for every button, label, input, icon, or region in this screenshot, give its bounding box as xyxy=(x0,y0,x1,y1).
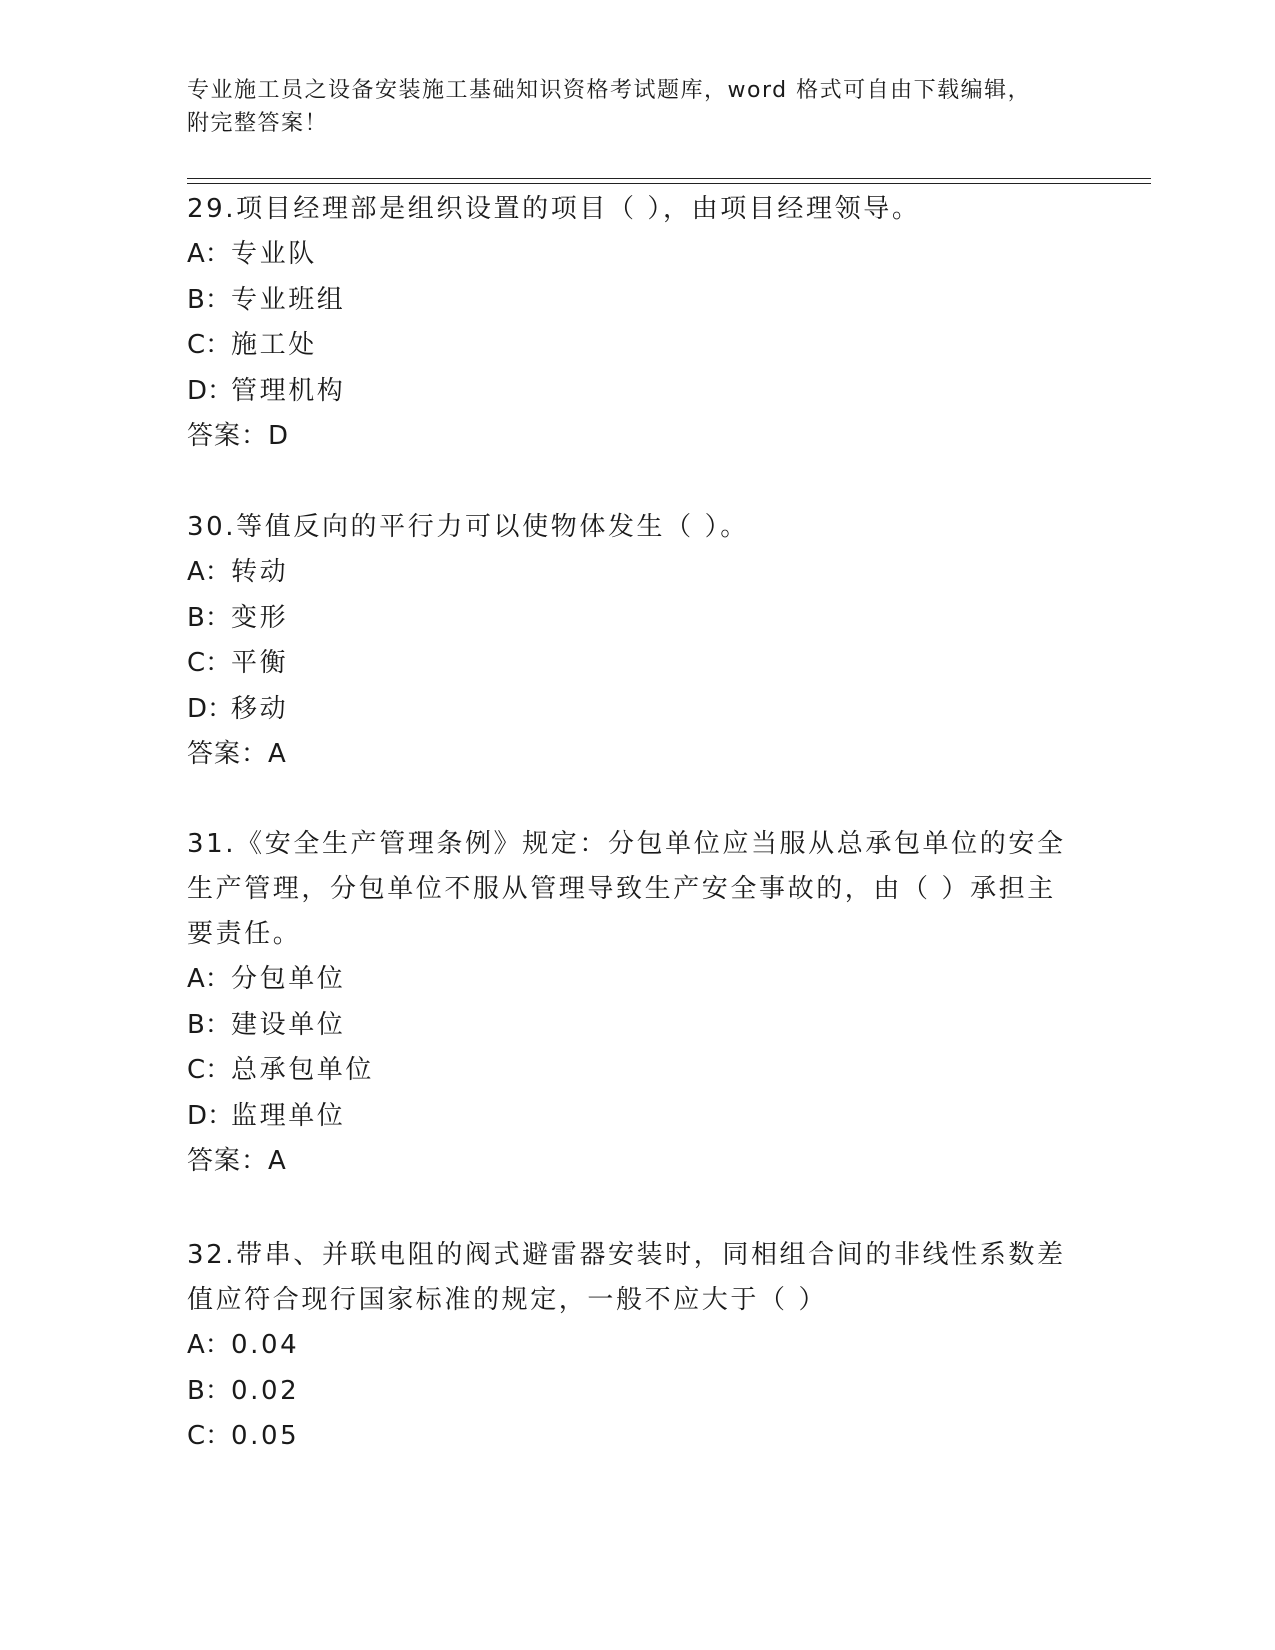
answer-line xyxy=(187,414,1067,459)
option-letter: A： xyxy=(187,964,231,994)
option-letter: B： xyxy=(187,284,231,315)
question-31 xyxy=(187,822,1067,1184)
answer-line xyxy=(187,732,1067,777)
header-line-1: 专业施工员之设备安装施工基础知识资格考试题库，word 格式可自由下载编辑， xyxy=(187,78,1032,103)
option-text: 转动 xyxy=(231,557,289,587)
option-letter: C： xyxy=(187,1055,232,1085)
option-d xyxy=(187,369,1067,415)
option-text: 0.02 xyxy=(231,1375,300,1406)
option-text: 建设单位 xyxy=(231,1009,346,1040)
option-letter: B： xyxy=(187,1375,231,1406)
question-29 xyxy=(187,187,1067,459)
option-letter: C： xyxy=(187,330,232,360)
option-b xyxy=(187,596,1067,642)
option-list xyxy=(187,550,1067,732)
question-stem: 32.带串、并联电阻的阀式避雷器安装时，同相组合间的非线性系数差值应符合现行国家标准的规定，一般不应大于（ ） xyxy=(187,1240,1066,1315)
option-text: 专业班组 xyxy=(231,284,346,315)
option-letter: B： xyxy=(187,602,231,633)
option-text: 总承包单位 xyxy=(231,1055,375,1085)
option-c xyxy=(187,323,1067,369)
option-a xyxy=(187,957,1067,1003)
option-letter: C： xyxy=(187,648,232,678)
option-c xyxy=(187,641,1067,687)
option-letter: A： xyxy=(187,557,231,587)
question-stem: 29.项目经理部是组织设置的项目（ ），由项目经理领导。 xyxy=(187,194,921,224)
question-32 xyxy=(187,1233,1067,1460)
option-text: 移动 xyxy=(231,693,289,724)
option-text: 监理单位 xyxy=(231,1100,346,1131)
option-letter: D： xyxy=(187,375,234,406)
header-line-2: 附完整答案！ xyxy=(187,111,329,136)
answer-value: A xyxy=(268,1146,287,1176)
answer-label: 答案： xyxy=(187,1146,269,1176)
option-letter: A： xyxy=(187,1330,231,1360)
option-b xyxy=(187,278,1067,324)
option-text: 0.05 xyxy=(231,1421,300,1451)
question-stem: 31.《安全生产管理条例》规定：分包单位应当服从总承包单位的安全生产管理，分包单位不服从管理导致生产安全事故的，由（ ）承担主要责任。 xyxy=(187,829,1066,949)
option-letter: D： xyxy=(187,1100,234,1131)
document-header xyxy=(187,74,1087,140)
option-letter: C： xyxy=(187,1421,232,1451)
option-letter: A： xyxy=(187,239,231,269)
option-text: 管理机构 xyxy=(231,375,346,406)
option-list xyxy=(187,957,1067,1139)
header-divider-bottom xyxy=(187,183,1151,184)
option-d xyxy=(187,1094,1067,1140)
option-text: 施工处 xyxy=(231,330,317,360)
option-letter: D： xyxy=(187,693,234,724)
option-list xyxy=(187,1323,1067,1460)
answer-label: 答案： xyxy=(187,421,269,451)
option-a xyxy=(187,232,1067,278)
answer-line xyxy=(187,1139,1067,1184)
question-stem: 30.等值反向的平行力可以使物体发生（ ）。 xyxy=(187,512,749,542)
option-text: 专业队 xyxy=(231,239,317,269)
option-text: 平衡 xyxy=(231,648,289,678)
option-b xyxy=(187,1369,1067,1415)
option-a xyxy=(187,550,1067,596)
option-letter: B： xyxy=(187,1009,231,1040)
option-text: 0.04 xyxy=(231,1330,300,1360)
option-list xyxy=(187,232,1067,414)
option-b xyxy=(187,1003,1067,1049)
question-30 xyxy=(187,505,1067,777)
answer-value: D xyxy=(268,421,290,451)
option-text: 分包单位 xyxy=(231,964,346,994)
option-c xyxy=(187,1414,1067,1460)
answer-label: 答案： xyxy=(187,739,269,769)
option-text: 变形 xyxy=(231,602,289,633)
answer-value: A xyxy=(268,739,287,769)
option-d xyxy=(187,687,1067,733)
option-c xyxy=(187,1048,1067,1094)
header-divider-top xyxy=(187,178,1151,179)
option-a xyxy=(187,1323,1067,1369)
